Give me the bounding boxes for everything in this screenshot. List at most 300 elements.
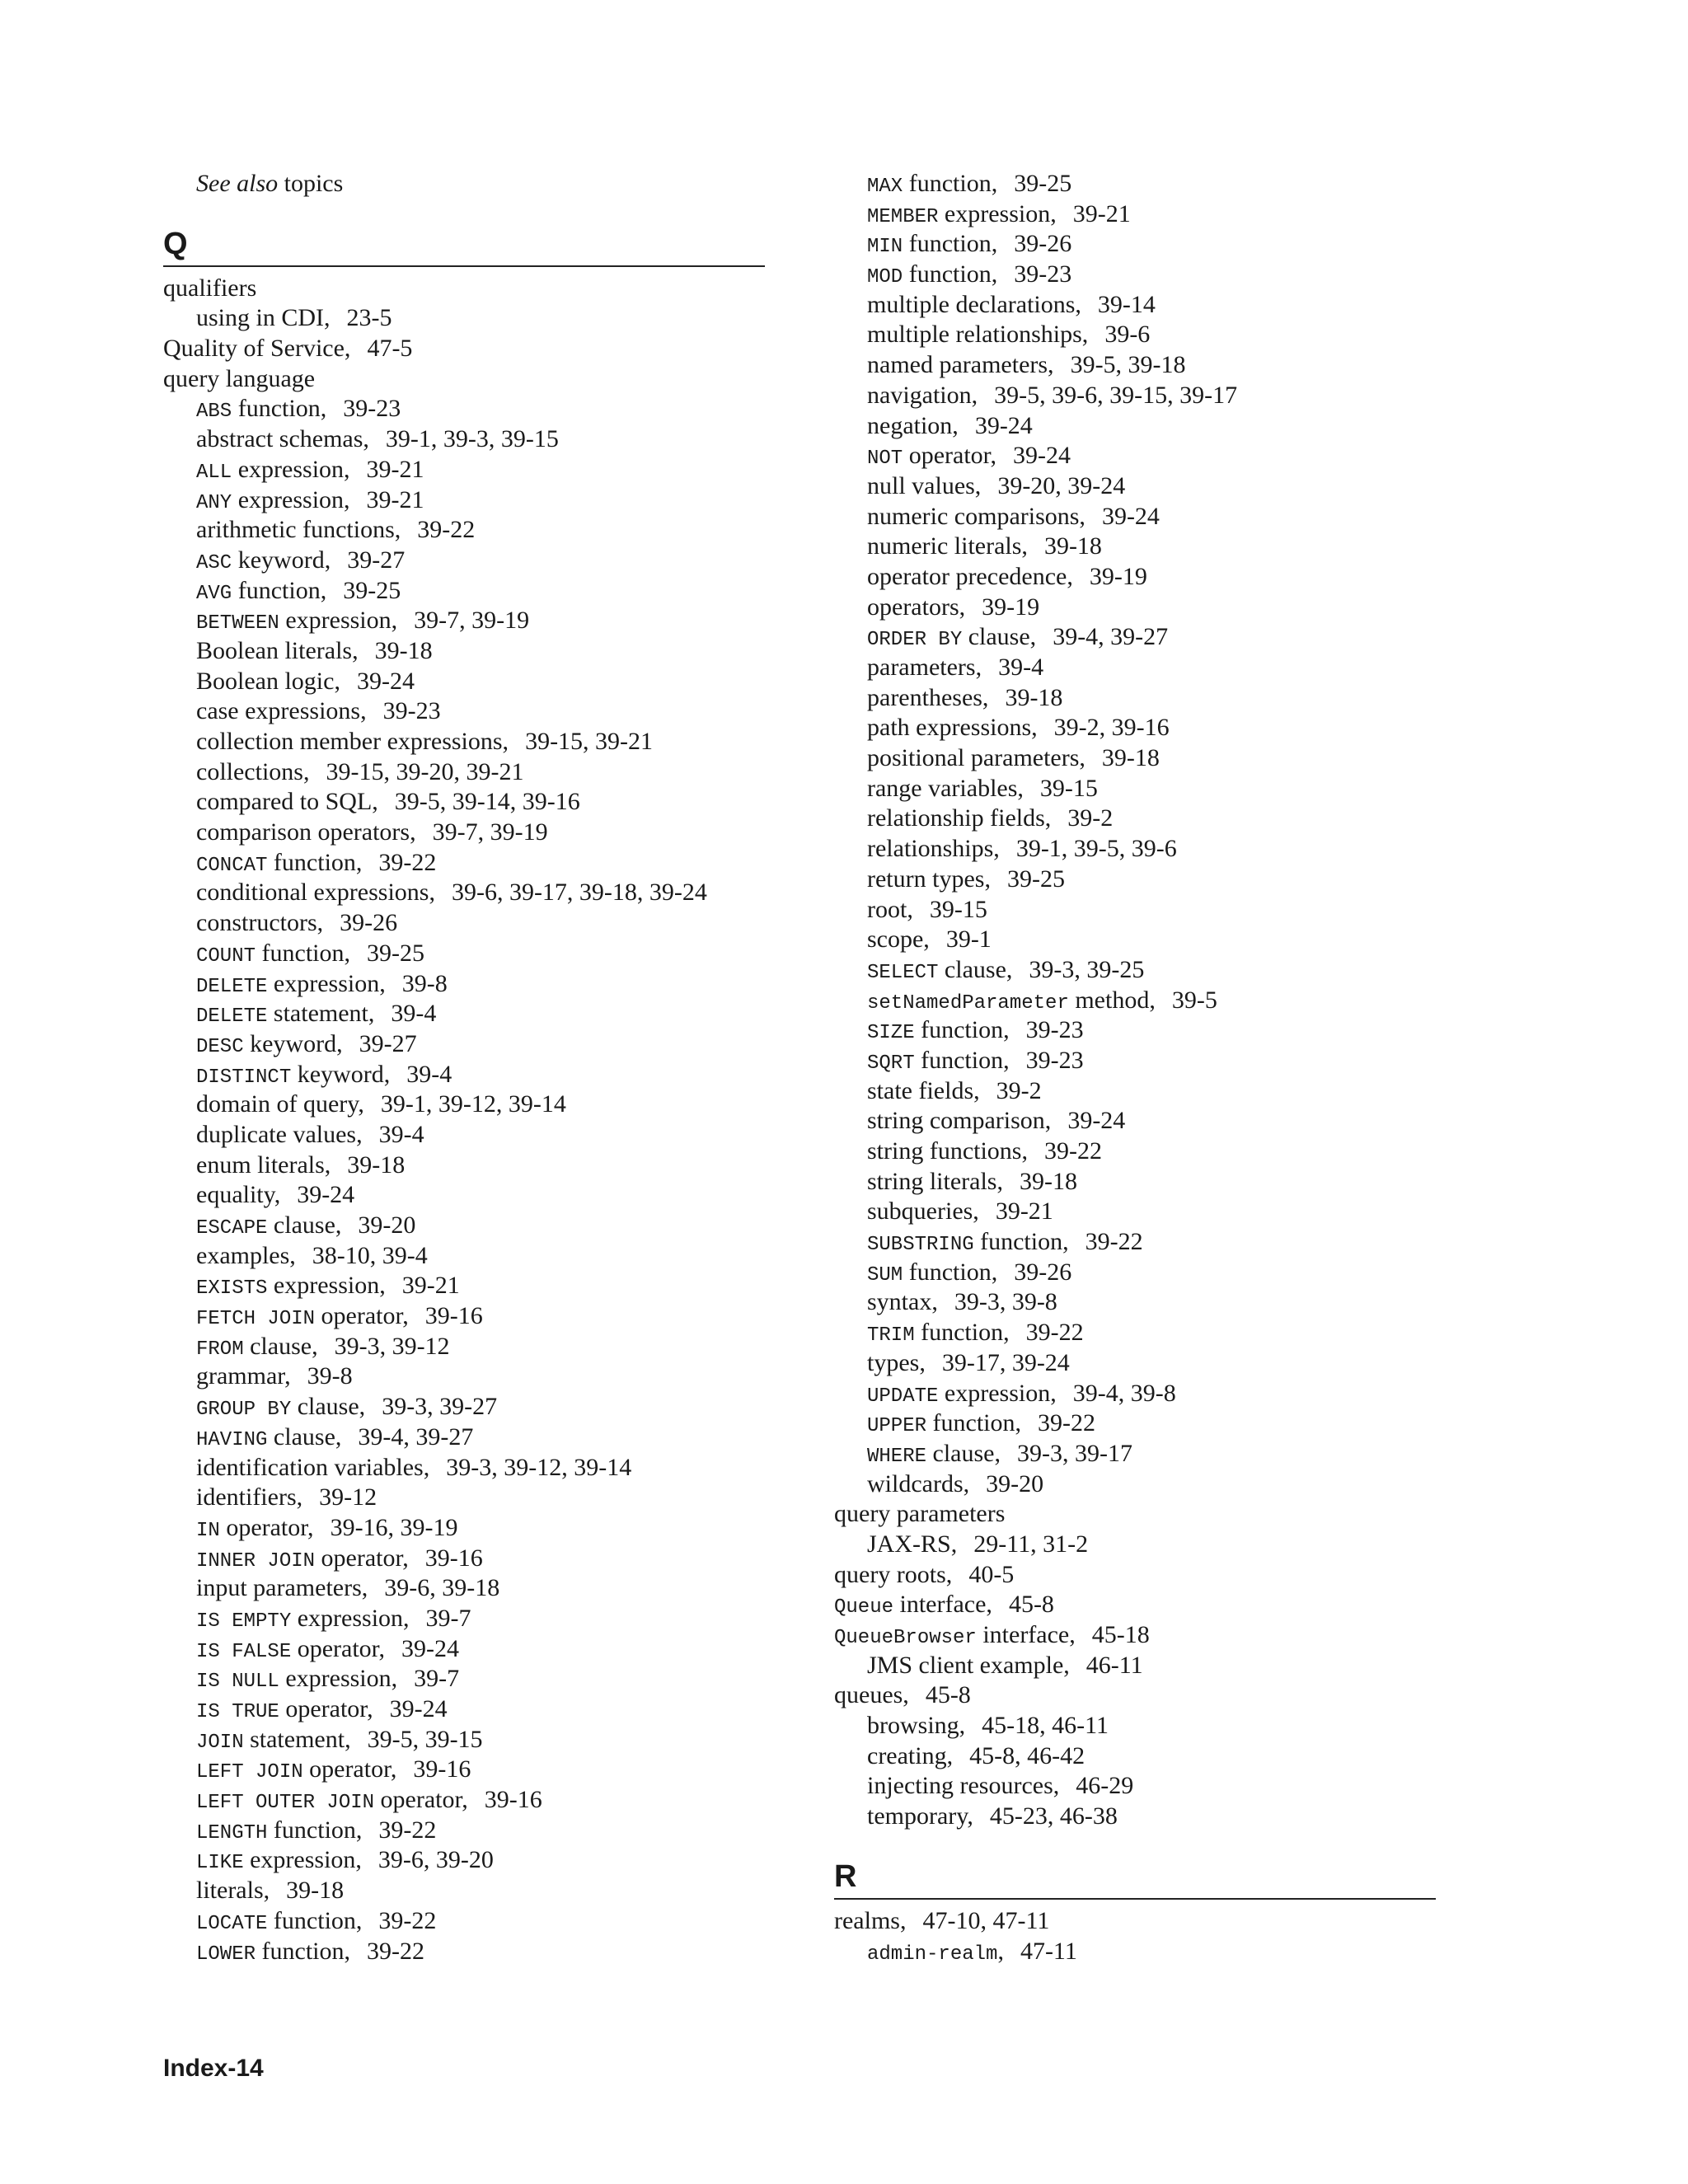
index-subentry [834,925,1436,955]
page-reference[interactable]: 39-15, 39-21 [525,728,654,755]
page-reference[interactable]: 39-3, 39-17 [1016,1439,1132,1467]
index-subentry [163,1845,765,1876]
index-subentry [163,1785,765,1816]
index-subentry [163,1422,765,1453]
index-subentry [834,471,1436,502]
index-term: expression, [250,1846,362,1874]
index-code-term: IS NULL [196,1671,279,1694]
index-code-term: ANY [196,491,232,514]
page-reference[interactable]: 29-11, 31-2 [973,1530,1089,1558]
index-code-term: ORDER BY [867,629,963,652]
index-code-term: LOWER [196,1943,256,1966]
index-term: numeric literals, [867,532,1028,560]
page-reference[interactable]: 39-7 [414,1665,460,1693]
page-reference[interactable]: 39-24 [389,1695,448,1722]
index-term: comparison operators, [196,818,416,846]
index-code-term: TRIM [867,1324,915,1347]
index-code-term: QueueBrowser [834,1627,977,1649]
index-code-term: BETWEEN [196,612,279,635]
index-term: queues, [834,1681,909,1709]
index-term: operator, [309,1755,397,1783]
index-code-term: EXISTS [196,1277,268,1301]
page-reference[interactable]: 39-5 [1171,986,1217,1014]
page-reference[interactable]: 47-5 [367,335,413,363]
index-term: constructors, [196,909,324,937]
index-term: function, [261,939,350,967]
index-subentry [163,169,765,199]
page-reference[interactable]: 40-5 [968,1560,1015,1588]
index-subentry [834,1318,1436,1348]
page-reference[interactable]: 39-26 [340,909,398,937]
index-code-term: ESCAPE [196,1217,268,1240]
index-term: keyword, [237,546,331,574]
page-reference[interactable]: 39-26 [1014,230,1072,258]
index-entry [834,1590,1436,1620]
page-reference[interactable]: 39-22 [1025,1319,1084,1347]
page-reference[interactable]: 39-3, 39-12 [334,1332,450,1360]
index-subentry [163,969,765,1000]
index-subentry [834,1076,1436,1107]
page-reference[interactable]: 39-4, 39-8 [1072,1379,1176,1407]
page-reference[interactable]: 39-14 [1097,290,1156,318]
index-column-right [834,169,1436,1966]
page-reference[interactable]: 39-4 [406,1060,452,1088]
index-code-term: SELECT [867,961,939,984]
index-term: function, [908,170,998,197]
page-reference[interactable]: 39-22 [378,1816,437,1844]
index-term: return types, [867,865,991,893]
index-term: method, [1075,986,1156,1014]
index-code-term: Queue [834,1596,894,1619]
index-subentry [163,1301,765,1332]
index-term: negation, [867,411,959,439]
index-subentry [834,260,1436,290]
index-subentry [163,1332,765,1362]
index-term: operator, [908,442,996,470]
page-reference[interactable]: 39-7 [425,1604,471,1632]
page-reference[interactable]: 39-21 [366,485,424,513]
index-code-term: IS TRUE [196,1701,279,1723]
page-reference[interactable]: 39-16 [424,1302,483,1330]
page-reference[interactable]: 39-7, 39-19 [414,607,530,635]
index-subentry [834,290,1436,321]
index-term: browsing, [867,1712,966,1740]
index-subentry [834,1408,1436,1439]
index-subentry [163,1241,765,1272]
index-code-term: AVG [196,582,232,605]
index-term: operator precedence, [867,562,1073,590]
index-term: function, [932,1409,1021,1437]
page-reference[interactable]: 39-5, 39-6, 39-15, 39-17 [994,381,1238,409]
index-subentry [163,667,765,697]
index-term: realms, [834,1906,907,1934]
page-reference[interactable]: 39-1, 39-12, 39-14 [380,1090,566,1118]
page-reference[interactable]: 39-23 [1025,1016,1084,1044]
index-term: operator, [297,1634,385,1662]
index-subentry [834,1258,1436,1288]
page-reference[interactable]: 39-25 [1014,170,1072,197]
page-reference[interactable]: 39-19 [1089,562,1147,590]
index-subentry [163,636,765,667]
index-term: conditional expressions, [196,879,435,907]
page-reference[interactable]: 39-22 [1038,1409,1095,1437]
index-code-term: JOIN [196,1731,244,1754]
index-term: identifiers, [196,1483,303,1511]
index-code-term: HAVING [196,1428,268,1451]
index-term: interface, [982,1621,1076,1648]
index-letter-heading: R [834,1858,1436,1900]
page-reference[interactable]: 39-25 [343,576,401,604]
index-term: expression, [944,1379,1057,1407]
page-reference[interactable]: 39-23 [1025,1046,1084,1074]
index-subentry [163,576,765,607]
index-term: temporary, [867,1802,973,1830]
index-term: clause, [968,623,1037,651]
index-subentry [834,1167,1436,1197]
page-reference[interactable]: 39-23 [343,395,401,423]
page-reference[interactable]: 39-3, 39-8 [954,1288,1057,1316]
page-reference[interactable]: 39-22 [378,1906,437,1934]
page-reference[interactable]: 39-7, 39-19 [432,818,548,846]
index-subentry [834,1469,1436,1500]
page-reference[interactable]: 39-16 [484,1786,542,1814]
page-reference[interactable]: 39-27 [347,546,406,574]
page-reference[interactable]: 39-22 [1085,1228,1143,1256]
page-reference[interactable]: 47-11 [1020,1937,1077,1965]
index-code-term: SUM [867,1263,903,1286]
index-subentry [163,455,765,485]
page-reference[interactable]: 39-21 [366,455,424,483]
index-subentry [834,865,1436,895]
page-reference[interactable]: 39-22 [1044,1137,1102,1165]
index-code-term: IN [196,1519,220,1542]
index-term: function, [921,1016,1010,1044]
index-subentry [163,1906,765,1937]
index-subentry [834,1015,1436,1046]
index-subentry [163,1937,765,1967]
index-subentry [834,320,1436,350]
index-term: function, [921,1046,1010,1074]
page-reference[interactable]: 39-5, 39-14, 39-16 [394,788,580,816]
index-subentry [163,999,765,1029]
index-term: expression, [944,199,1057,227]
page-reference[interactable]: 39-20 [358,1212,416,1239]
page-reference[interactable]: 39-1, 39-3, 39-15 [385,425,559,453]
index-term: function, [980,1228,1069,1256]
page-reference[interactable]: 45-23, 46-38 [989,1802,1118,1830]
index-code-term: LEFT JOIN [196,1761,303,1784]
page-reference[interactable]: 39-8 [401,969,448,997]
index-code-term: admin-realm [867,1943,998,1966]
index-subentry [834,683,1436,714]
index-subentry [834,350,1436,381]
page-reference[interactable]: 39-21 [1072,199,1131,227]
page-reference[interactable]: 39-17, 39-24 [941,1348,1070,1376]
page-reference[interactable]: 39-5, 39-15 [367,1725,483,1753]
index-term: operator, [380,1786,468,1814]
index-code-term: FROM [196,1338,244,1361]
index-term: null values, [867,471,982,499]
page-reference[interactable]: 39-2, 39-16 [1053,714,1170,742]
page-reference[interactable]: 39-4, 39-27 [1053,623,1169,651]
index-subentry [163,546,765,576]
index-subentry [163,1513,765,1544]
index-term: domain of query, [196,1090,364,1118]
page-reference[interactable]: 39-21 [401,1272,460,1300]
index-subentry [834,1287,1436,1318]
page-reference[interactable]: 39-24 [1101,502,1160,530]
index-subentry [834,502,1436,532]
index-term: clause, [273,1212,342,1239]
index-entry [834,1620,1436,1651]
page-reference[interactable]: 39-15 [929,895,987,923]
index-subentry [834,381,1436,411]
index-subentry [834,1106,1436,1137]
index-subentry [163,1573,765,1604]
page-reference[interactable]: 39-18 [1043,532,1102,560]
index-term: string literals, [867,1167,1003,1195]
page-reference[interactable]: 39-24 [974,411,1033,439]
index-subentry [163,424,765,455]
index-term: function, [237,395,327,423]
page-reference[interactable]: 39-23 [382,697,441,725]
index-term: relationships, [867,835,1000,863]
page-reference[interactable]: 39-20, 39-24 [997,471,1126,499]
index-term: operator, [321,1544,409,1572]
index-subentry [834,199,1436,230]
index-entry [163,334,765,364]
page-reference[interactable]: 39-3, 39-27 [382,1393,498,1421]
page-reference[interactable]: 39-4 [998,654,1044,681]
page-reference[interactable]: 39-1 [945,926,992,954]
index-subentry [163,303,765,334]
index-subentry [834,986,1436,1016]
index-term: function, [261,1937,350,1965]
index-term: clause, [273,1422,342,1451]
index-term: string comparison, [867,1107,1052,1135]
page-reference[interactable]: 39-4, 39-27 [358,1422,474,1451]
page-reference[interactable]: 38-10, 39-4 [312,1241,428,1269]
index-entry [834,1560,1436,1591]
page-reference[interactable]: 45-8, 46-42 [969,1741,1085,1769]
index-code-term: LENGTH [196,1821,268,1844]
page-reference[interactable]: 39-18 [1101,744,1160,772]
index-subentry [163,1544,765,1574]
index-term: subqueries, [867,1197,979,1226]
index-subentry [163,1090,765,1120]
index-subentry [163,787,765,818]
index-term: literals, [196,1877,270,1905]
page-reference[interactable]: 39-22 [367,1937,424,1965]
page-reference[interactable]: 39-5, 39-18 [1070,351,1186,379]
page-reference[interactable]: 45-18 [1091,1621,1150,1648]
page-reference[interactable]: 39-6 [1104,321,1151,349]
index-term: function, [908,230,998,258]
page-reference[interactable]: 45-18, 46-11 [982,1712,1109,1740]
page-reference[interactable]: 39-22 [417,516,476,544]
page-reference[interactable]: 39-4 [391,1000,437,1028]
page-reference[interactable]: 39-27 [359,1029,417,1057]
page-reference[interactable]: 39-6, 39-20 [377,1846,494,1874]
index-term: abstract schemas, [196,425,369,453]
index-subentry [163,1755,765,1785]
page-reference[interactable]: 39-2 [1067,804,1114,832]
page-reference[interactable]: 45-8 [1008,1591,1054,1619]
page-reference[interactable]: 39-18 [286,1877,345,1905]
index-term: JMS client example, [867,1651,1070,1679]
index-subentry [163,1876,765,1906]
page-reference[interactable]: 39-22 [378,848,437,876]
index-code-term: LIKE [196,1852,244,1875]
page-reference[interactable]: 39-6, 39-17, 39-18, 39-24 [451,879,707,907]
index-subentry [163,1725,765,1755]
index-subentry [834,441,1436,471]
page-reference[interactable]: 39-26 [1014,1258,1072,1286]
index-term: expression, [285,607,398,635]
page-reference[interactable]: 39-18 [1019,1167,1077,1195]
index-subentry [163,1361,765,1392]
index-term: function, [908,1258,998,1286]
index-subentry [834,1197,1436,1227]
page-reference[interactable]: 45-8 [925,1681,971,1709]
index-term: Quality of Service, [163,335,351,363]
index-term: parameters, [867,654,982,681]
index-code-term: CONCAT [196,854,268,877]
index-subentry [163,1634,765,1665]
index-subentry [163,485,765,516]
index-subentry [163,1604,765,1634]
index-subentry [163,515,765,546]
index-subentry [163,1151,765,1181]
index-subentry [163,1211,765,1241]
index-term: equality, [196,1181,281,1209]
page-reference[interactable]: 39-15, 39-20, 39-21 [326,757,524,785]
index-term: query parameters [834,1500,1006,1528]
page-reference[interactable]: 39-12 [319,1483,377,1511]
index-term: Boolean literals, [196,636,359,664]
index-subentry [163,1694,765,1725]
page-reference[interactable]: 39-15 [1039,774,1098,802]
index-term: collection member expressions, [196,728,509,755]
index-subentry [834,229,1436,260]
index-subentry [834,1937,1436,1967]
index-term: types, [867,1348,926,1376]
page-reference[interactable]: 39-18 [347,1151,406,1179]
index-code-term: DELETE [196,1005,268,1029]
index-term: compared to SQL, [196,788,378,816]
page-reference[interactable]: 39-24 [401,1634,459,1662]
index-term: keyword, [250,1029,343,1057]
page-reference[interactable]: 39-4 [378,1120,424,1148]
index-letter-heading: Q [163,226,765,267]
page-reference[interactable]: 39-18 [1005,683,1063,711]
index-term: syntax, [867,1288,938,1316]
index-subentry [834,653,1436,683]
page-reference[interactable]: 46-11 [1085,1651,1143,1679]
page-reference[interactable]: 46-29 [1076,1772,1134,1800]
index-code-term: UPDATE [867,1385,939,1408]
index-subentry [163,1060,765,1090]
index-term: collections, [196,757,310,785]
index-term: expression, [285,1665,398,1693]
page-reference[interactable]: 39-8 [307,1362,353,1390]
page-reference[interactable]: 39-2 [996,1076,1042,1104]
index-code-term: SUBSTRING [867,1234,974,1257]
index-code-term: ABS [196,401,232,424]
index-subentry [834,1046,1436,1076]
index-term: function, [273,1816,363,1844]
index-term: function, [237,576,327,604]
page-reference[interactable]: 39-16, 39-19 [330,1513,458,1541]
index-term: string functions, [867,1137,1028,1165]
page-footer-label: Index-14 [163,2055,264,2082]
index-term: range variables, [867,774,1024,802]
index-code-term: ASC [196,551,232,574]
page-reference[interactable]: 47-10, 47-11 [922,1906,1050,1934]
index-code-term: IS FALSE [196,1640,292,1663]
page-reference[interactable]: 39-25 [367,939,424,967]
index-subentry [163,939,765,969]
page-reference[interactable]: 23-5 [346,304,392,332]
page-reference[interactable]: 39-20 [986,1469,1044,1497]
index-term: injecting resources, [867,1772,1060,1800]
index-term: operator, [321,1302,409,1330]
index-code-term: DELETE [196,975,268,998]
index-code-term: FETCH JOIN [196,1308,316,1331]
index-code-term: GROUP BY [196,1399,292,1422]
index-term: keyword, [297,1060,391,1088]
page-reference[interactable]: 39-6, 39-18 [384,1574,500,1602]
index-term: multiple declarations, [867,290,1081,318]
page-reference[interactable]: 39-24 [356,667,415,695]
index-code-term: INNER JOIN [196,1549,316,1572]
page-reference[interactable]: 39-16 [424,1544,483,1572]
index-subentry [163,1180,765,1211]
index-term: , [997,1937,1004,1965]
index-subentry [834,834,1436,865]
page-reference[interactable]: 39-18 [374,636,433,664]
index-subentry [163,1120,765,1151]
index-subentry [834,1741,1436,1772]
index-subentry [834,1439,1436,1469]
index-term: named parameters, [867,351,1054,379]
index-term: numeric comparisons, [867,502,1085,530]
page-reference[interactable]: 39-1, 39-5, 39-6 [1015,835,1177,863]
page-reference[interactable]: 39-24 [1067,1107,1126,1135]
page-reference[interactable]: 39-21 [995,1197,1053,1226]
page-reference[interactable]: 39-16 [413,1755,471,1783]
page-reference[interactable]: 39-23 [1014,260,1072,288]
index-term: function, [921,1319,1010,1347]
index-code-term: ALL [196,461,232,484]
page-reference[interactable]: 39-24 [297,1181,355,1209]
index-term: grammar, [196,1362,291,1390]
index-subentry [834,1711,1436,1741]
index-subentry [834,804,1436,834]
page-reference[interactable]: 39-3, 39-12, 39-14 [446,1453,632,1481]
page-reference[interactable]: 39-24 [1012,442,1071,470]
index-code-term: DISTINCT [196,1066,292,1089]
index-term: creating, [867,1741,954,1769]
index-subentry [163,848,765,879]
page-reference[interactable]: 39-25 [1006,865,1065,893]
page-reference[interactable]: 39-19 [982,593,1040,621]
page-reference[interactable]: 39-3, 39-25 [1029,955,1145,983]
index-term: duplicate values, [196,1120,363,1148]
index-subentry [834,955,1436,986]
index-entry [163,364,765,395]
index-term: parentheses, [867,683,989,711]
